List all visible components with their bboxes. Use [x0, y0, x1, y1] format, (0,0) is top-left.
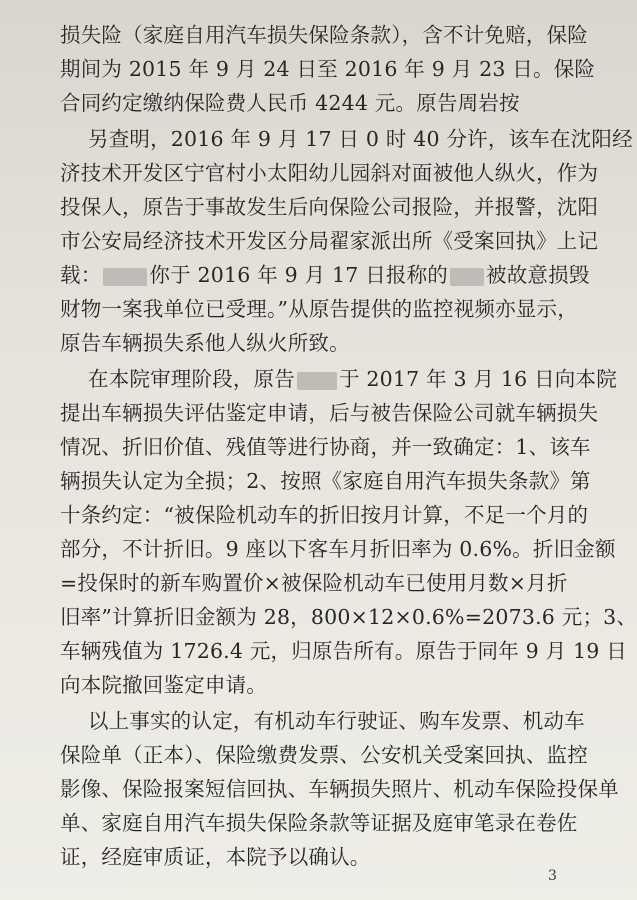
text-segment: 被故意损毁 [486, 263, 590, 287]
text-line: 十条约定：“被保险机动车的折旧按月计算，不足一个月的 [60, 503, 589, 527]
text-line: 影像、保险报案短信回执、车辆损失照片、机动车保险投保单 [60, 777, 619, 801]
text-line: 部分，不计折旧。9 座以下客车月折旧率为 0.6%。折旧金额 [60, 537, 616, 561]
text-line: 单、家庭自用汽车损失保险条款等证据及庭审笔录在卷佐 [60, 811, 578, 835]
text-line: 以上事实的认定，有机动车行驶证、购车发票、机动车 [88, 709, 585, 733]
text-line: =投保时的新车购置价×被保险机动车已使用月数×月折 [60, 571, 568, 595]
text-line: 另查明，2016 年 9 月 17 日 0 时 40 分许，该车在沈阳经 [88, 127, 633, 151]
text-line: 保险单（正本）、保险缴费发票、公安机关受案回执、监控 [60, 743, 588, 767]
text-segment: 载： [60, 263, 102, 287]
text-line: 原告车辆损失系他人纵火所致。 [60, 331, 350, 355]
text-line: 合同约定缴纳保险费人民币 4244 元。原告周岩按 [60, 91, 520, 115]
text-line: 损失险（家庭自用汽车损失保险条款），含不计免赔，保险 [60, 23, 588, 47]
redacted-name-block [297, 372, 337, 390]
text-line: 期间为 2015 年 9 月 24 日至 2016 年 9 月 23 日。保险 [60, 57, 596, 81]
text-line: 旧率”计算折旧金额为 28，800×12×0.6%=2073.6 元；3、 [60, 605, 637, 629]
text-line: 提出车辆损失评估鉴定申请，后与被告保险公司就车辆损失 [60, 401, 599, 425]
text-line: 证，经庭审质证，本院予以确认。 [60, 845, 371, 869]
text-line-with-redactions [88, 362, 617, 396]
text-line: 情况、折旧价值、残值等进行协商，并一致确定：1、该车 [60, 435, 591, 459]
text-line: 辆损失认定为全损；2、按照《家庭自用汽车损失条款》第 [60, 469, 591, 493]
redacted-name-block [450, 268, 484, 286]
text-segment: 你于 2016 年 9 月 17 日报称的 [149, 263, 449, 287]
text-line-with-redactions [60, 258, 590, 292]
text-line: 投保人，原告于事故发生后向保险公司报险，并报警，沈阳 [60, 195, 599, 219]
text-line: 市公安局经济技术开发区分局翟家派出所《受案回执》上记 [60, 229, 599, 253]
text-segment: 在本院审理阶段，原告 [88, 367, 295, 391]
text-line: 财物一案我单位已受理。”从原告提供的监控视频亦显示， [60, 297, 578, 321]
text-line: 济技术开发区宁官村小太阳幼儿园斜对面被他人纵火，作为 [60, 161, 599, 185]
redacted-name-block [103, 268, 147, 286]
page-number: 3 [548, 868, 557, 884]
text-line: 车辆残值为 1726.4 元，归原告所有。原告于同年 9 月 19 日 [60, 639, 627, 663]
text-line: 向本院撤回鉴定申请。 [60, 673, 267, 697]
text-segment: 于 2017 年 3 月 16 日向本院 [339, 367, 617, 391]
